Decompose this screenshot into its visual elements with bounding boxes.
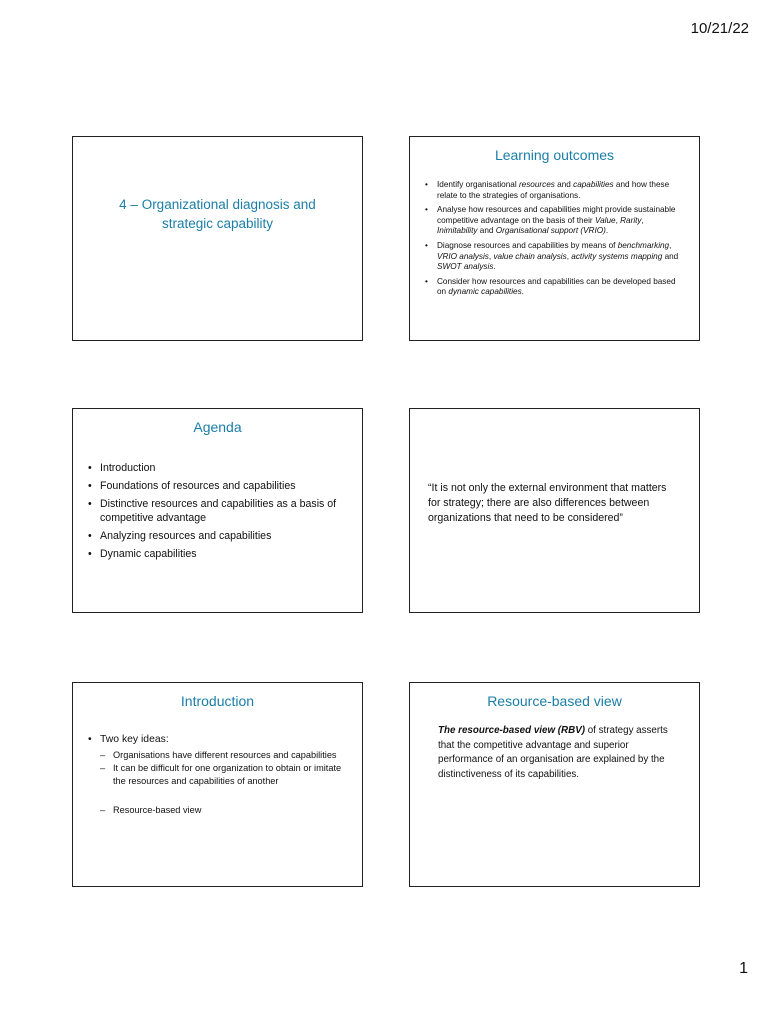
outcome-item: • Diagnose resources and capabilities by means of benchmarking, VRIO analysis, value chain analysis, activity systems mapping and SWOT analysis.: [425, 241, 679, 273]
quote-text: “It is not only the external environment that matters for strategy; there are also differences between organizations that need to be considered”: [428, 482, 667, 524]
date: 10/21/22: [690, 20, 749, 37]
slide-heading: Agenda: [193, 419, 242, 435]
intro-bullet-text: Two key ideas:: [100, 734, 169, 745]
outcome-item: • Consider how resources and capabilities can be developed based on dynamic capabilities.: [425, 277, 679, 298]
slide-title-page: [72, 136, 363, 341]
slide-heading: Introduction: [180, 693, 255, 709]
agenda-item: • Dynamic capabilities: [88, 547, 346, 561]
rbv-text: of strategy asserts that the competitive advantage and superior performance of an organisation are explained by the distinctiveness of its capabilities.: [438, 725, 668, 780]
cover-title: 4 – Organizational diagnosis and strategic capability: [119, 197, 316, 231]
rbv-definition: [438, 724, 681, 782]
slide-quote: [409, 408, 700, 613]
intro-subitem: – Organisations have different resources and capabilities: [100, 749, 348, 762]
outcomes-list: [425, 180, 679, 302]
agenda-item: • Introduction: [88, 461, 346, 475]
intro-list: [88, 733, 348, 817]
slide-agenda: [72, 408, 363, 613]
slide-heading: Resource-based view: [487, 693, 622, 709]
intro-sublist-2: [100, 804, 348, 817]
intro-subitem: – Resource-based view: [100, 804, 348, 817]
agenda-item: • Distinctive resources and capabilities as a basis of competitive advantage: [88, 497, 346, 525]
slide-introduction: [72, 682, 363, 887]
intro-item: [88, 733, 348, 817]
intro-subitem: – It can be difficult for one organization to obtain or imitate the resources and capabilities of another: [100, 762, 348, 788]
page-number: 1: [739, 960, 748, 977]
slide-resource-based-view: [409, 682, 700, 887]
outcome-item: • Identify organisational resources and capabilities and how these relate to the strategies of organisations.: [425, 180, 679, 201]
slide-heading: Learning outcomes: [494, 147, 615, 163]
agenda-item: • Foundations of resources and capabilities: [88, 479, 346, 493]
outcome-item: • Analyse how resources and capabilities might provide sustainable competitive advantage on the basis of their Value, Rarity, Inimitability and Organisational support (VRIO).: [425, 205, 679, 237]
intro-sublist: [100, 749, 348, 788]
slide-learning-outcomes: [409, 136, 700, 341]
rbv-term: The resource-based view (RBV): [438, 725, 585, 736]
agenda-item: • Analyzing resources and capabilities: [88, 529, 346, 543]
agenda-list: [88, 461, 346, 565]
